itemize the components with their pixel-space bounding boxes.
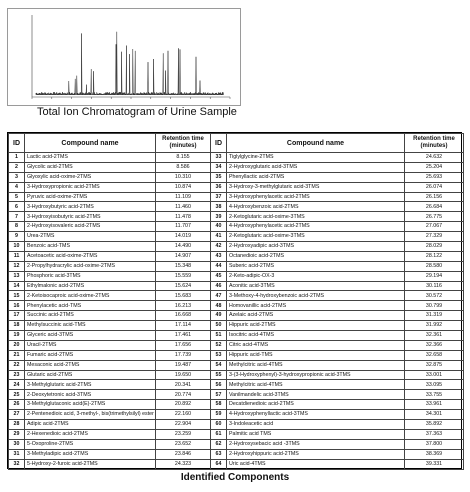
cell-id: 11 [9, 251, 25, 261]
cell-id: 10 [9, 242, 25, 252]
cell-compound-name: 4-Hydroxybenzoic acid-2TMS [227, 202, 405, 212]
cell-retention-time: 10.874 [156, 182, 211, 192]
table-row [9, 449, 464, 459]
cell-compound-name: Decatdienedioic acid-2TMS [227, 400, 405, 410]
cell-id: 34 [211, 162, 227, 172]
cell-compound-name: Ethylmalonic acid-2TMS [25, 281, 156, 291]
cell-retention-time: 19.650 [156, 370, 211, 380]
header-id-right: ID [211, 134, 227, 153]
cell-compound-name: Glyoxylic acid-oxime-2TMS [25, 172, 156, 182]
cell-compound-name: Glutaric acid-2TMS [25, 370, 156, 380]
cell-id: 46 [211, 281, 227, 291]
cell-id: 60 [211, 420, 227, 430]
cell-id: 12 [9, 261, 25, 271]
cell-id: 22 [9, 360, 25, 370]
cell-compound-name: Isocitric acid-4TMS [227, 331, 405, 341]
cell-retention-time: 33.961 [405, 400, 464, 410]
cell-compound-name: 2-Hydroxyisovaleric acid-2TMS [25, 222, 156, 232]
table-row [9, 301, 464, 311]
cell-id: 50 [211, 321, 227, 331]
table-row [9, 212, 464, 222]
cell-retention-time: 31.992 [405, 321, 464, 331]
cell-retention-time: 15.624 [156, 281, 211, 291]
header-retention-time-right [405, 134, 464, 153]
table-row [9, 400, 464, 410]
cell-compound-name: 2-Hydroxysebacic acid -3TMS [227, 439, 405, 449]
cell-id: 7 [9, 212, 25, 222]
cell-retention-time: 37.800 [405, 439, 464, 449]
cell-retention-time: 26.074 [405, 182, 464, 192]
cell-retention-time: 14.019 [156, 232, 211, 242]
header-compound-right: Compound name [227, 134, 405, 153]
cell-id: 38 [211, 202, 227, 212]
cell-id: 32 [9, 459, 25, 469]
cell-compound-name: Homovanillic acid-2TMS [227, 301, 405, 311]
cell-id: 3 [9, 172, 25, 182]
cell-id: 6 [9, 202, 25, 212]
cell-id: 58 [211, 400, 227, 410]
cell-retention-time: 34.301 [405, 410, 464, 420]
cell-retention-time: 23.652 [156, 439, 211, 449]
cell-compound-name: Phenylacetic acid-TMS [25, 301, 156, 311]
cell-retention-time: 31.319 [405, 311, 464, 321]
header-rt-line1-right: Retention time [413, 136, 455, 142]
cell-id: 39 [211, 212, 227, 222]
cell-retention-time: 25.693 [405, 172, 464, 182]
table-row [9, 162, 464, 172]
cell-compound-name: 2-Hydroxyhippuric acid-2TMS [227, 449, 405, 459]
cell-id: 24 [9, 380, 25, 390]
header-retention-time [156, 134, 211, 153]
cell-id: 33 [211, 153, 227, 163]
table-row [9, 271, 464, 281]
cell-retention-time: 32.875 [405, 360, 464, 370]
cell-id: 5 [9, 192, 25, 202]
cell-retention-time: 22.904 [156, 420, 211, 430]
cell-id: 63 [211, 449, 227, 459]
cell-id: 53 [211, 350, 227, 360]
table-row [9, 222, 464, 232]
cell-id: 9 [9, 232, 25, 242]
cell-id: 54 [211, 360, 227, 370]
table-row [9, 429, 464, 439]
cell-retention-time: 30.799 [405, 301, 464, 311]
table-row [9, 459, 464, 469]
table-row [9, 172, 464, 182]
cell-compound-name: Mesaconic acid-2TMS [25, 360, 156, 370]
cell-compound-name: Palmitic acid TMS [227, 429, 405, 439]
cell-compound-name: Octanedioic acid-2TMS [227, 251, 405, 261]
cell-compound-name: Vanilmandelic acid-3TMS [227, 390, 405, 400]
cell-compound-name: 2-Ketoglutaric acid-oxime-3TMS [227, 212, 405, 222]
cell-compound-name: 2-Hexenedioic acid-2TMS [25, 429, 156, 439]
cell-retention-time: 11.460 [156, 202, 211, 212]
cell-retention-time: 23.259 [156, 429, 211, 439]
cell-retention-time: 26.156 [405, 192, 464, 202]
cell-id: 36 [211, 182, 227, 192]
cell-id: 25 [9, 390, 25, 400]
cell-id: 62 [211, 439, 227, 449]
table-row [9, 202, 464, 212]
cell-retention-time: 33.755 [405, 390, 464, 400]
cell-id: 30 [9, 439, 25, 449]
cell-retention-time: 17.114 [156, 321, 211, 331]
cell-retention-time: 37.363 [405, 429, 464, 439]
cell-compound-name: Lactic acid-2TMS [25, 153, 156, 163]
cell-compound-name: 4-Hydroxyphenyllactic acid-3TMS [227, 410, 405, 420]
table-row [9, 261, 464, 271]
cell-compound-name: Uric acid-4TMS [227, 459, 405, 469]
cell-id: 4 [9, 182, 25, 192]
cell-compound-name: Urea-2TMS [25, 232, 156, 242]
table-row [9, 410, 464, 420]
cell-retention-time: 8.586 [156, 162, 211, 172]
compounds-table-wrapper [7, 132, 462, 469]
cell-id: 37 [211, 192, 227, 202]
cell-compound-name: 4-Hydroxyphenylacetic acid-2TMS [227, 222, 405, 232]
cell-id: 42 [211, 242, 227, 252]
cell-id: 59 [211, 410, 227, 420]
cell-compound-name: 2-Pentenedioic acid, 3-methyl-, bis(trimethylsilyl) ester [25, 410, 156, 420]
cell-compound-name: Pyruvic acid-oxime-2TMS [25, 192, 156, 202]
cell-retention-time: 24.323 [156, 459, 211, 469]
cell-retention-time: 15.348 [156, 261, 211, 271]
compounds-table [8, 133, 464, 470]
cell-retention-time: 11.478 [156, 212, 211, 222]
header-rt-line2: (minutes) [169, 143, 197, 149]
cell-retention-time: 26.775 [405, 212, 464, 222]
table-row [9, 311, 464, 321]
cell-compound-name: Phenyllactic acid-2TMS [227, 172, 405, 182]
cell-retention-time: 33.095 [405, 380, 464, 390]
cell-retention-time: 10.310 [156, 172, 211, 182]
header-rt-line2-right: (minutes) [420, 143, 448, 149]
cell-retention-time: 14.907 [156, 251, 211, 261]
cell-retention-time: 8.155 [156, 153, 211, 163]
table-row [9, 360, 464, 370]
cell-compound-name: Aconitic acid-3TMS [227, 281, 405, 291]
cell-id: 55 [211, 370, 227, 380]
cell-retention-time: 30.572 [405, 291, 464, 301]
header-compound: Compound name [25, 134, 156, 153]
cell-compound-name: 3-Methylglutaconic acid(E)-2TMS [25, 400, 156, 410]
cell-id: 21 [9, 350, 25, 360]
cell-compound-name: 3-Hydroxyphenylacetic acid-2TMS [227, 192, 405, 202]
table-row [9, 242, 464, 252]
table-row [9, 370, 464, 380]
cell-compound-name: Methylsuccinic acid-TMS [25, 321, 156, 331]
cell-id: 49 [211, 311, 227, 321]
cell-id: 61 [211, 429, 227, 439]
cell-id: 45 [211, 271, 227, 281]
table-row [9, 340, 464, 350]
table-row [9, 153, 464, 163]
cell-id: 64 [211, 459, 227, 469]
cell-id: 17 [9, 311, 25, 321]
cell-id: 31 [9, 449, 25, 459]
cell-retention-time: 17.739 [156, 350, 211, 360]
cell-retention-time: 39.331 [405, 459, 464, 469]
cell-id: 48 [211, 301, 227, 311]
cell-retention-time: 15.683 [156, 291, 211, 301]
cell-retention-time: 16.213 [156, 301, 211, 311]
cell-retention-time: 28.580 [405, 261, 464, 271]
cell-retention-time: 38.369 [405, 449, 464, 459]
cell-compound-name: Suberic acid-2TMS [227, 261, 405, 271]
cell-compound-name: 5-Oxoproline-2TMS [25, 439, 156, 449]
cell-compound-name: Acetoacetic acid-oxime-2TMS [25, 251, 156, 261]
cell-retention-time: 16.668 [156, 311, 211, 321]
cell-retention-time: 22.160 [156, 410, 211, 420]
chromatogram-plot [8, 9, 240, 105]
cell-id: 2 [9, 162, 25, 172]
cell-compound-name: 3-Hydroxybutyric acid-2TMS [25, 202, 156, 212]
cell-retention-time: 32.366 [405, 340, 464, 350]
cell-retention-time: 28.029 [405, 242, 464, 252]
cell-id: 35 [211, 172, 227, 182]
cell-id: 14 [9, 281, 25, 291]
cell-retention-time: 20.341 [156, 380, 211, 390]
cell-id: 29 [9, 429, 25, 439]
cell-retention-time: 32.658 [405, 350, 464, 360]
cell-compound-name: 3-Methyladipic acid-2TMS [25, 449, 156, 459]
cell-compound-name: 3-Hydroxypropionic acid-2TMS [25, 182, 156, 192]
cell-compound-name: 3-Methylglutaric acid-2TMS [25, 380, 156, 390]
cell-compound-name: Hippuric acid-TMS [227, 350, 405, 360]
table-header-row [9, 134, 464, 153]
cell-id: 44 [211, 261, 227, 271]
cell-retention-time: 20.774 [156, 390, 211, 400]
cell-retention-time: 33.001 [405, 370, 464, 380]
cell-compound-name: 3-(3-Hydroxyphenyl)-3-hydroxypropionic acid-3TMS [227, 370, 405, 380]
cell-id: 19 [9, 331, 25, 341]
cell-compound-name: 2-Propylhydracrylic acid-oxime-2TMS [25, 261, 156, 271]
header-id: ID [9, 134, 25, 153]
table-row [9, 350, 464, 360]
cell-retention-time: 32.361 [405, 331, 464, 341]
cell-compound-name: 2-Ketoisocaproic acid-oxime-2TMS [25, 291, 156, 301]
table-row [9, 281, 464, 291]
chromatogram-figure [7, 8, 241, 106]
cell-compound-name: 5-Hydroxy-2-furoic acid-2TMS [25, 459, 156, 469]
cell-id: 20 [9, 340, 25, 350]
cell-compound-name: Tiglylglycine-2TMS [227, 153, 405, 163]
cell-compound-name: 3-Hydroxy-3-methylglutaric acid-3TMS [227, 182, 405, 192]
cell-id: 23 [9, 370, 25, 380]
cell-id: 52 [211, 340, 227, 350]
cell-compound-name: 2-Deoxytetronic acid-3TMS [25, 390, 156, 400]
cell-compound-name: Fumaric acid-2TMS [25, 350, 156, 360]
cell-compound-name: Methylcitric acid-4TMS [227, 380, 405, 390]
cell-id: 43 [211, 251, 227, 261]
table-row [9, 390, 464, 400]
chromatogram-caption: Total Ion Chromatogram of Urine Sample [37, 106, 237, 118]
table-row [9, 439, 464, 449]
table-row [9, 232, 464, 242]
cell-retention-time: 28.122 [405, 251, 464, 261]
cell-retention-time: 20.892 [156, 400, 211, 410]
table-row [9, 251, 464, 261]
table-caption: Identified Components [180, 472, 290, 483]
cell-id: 47 [211, 291, 227, 301]
table-row [9, 321, 464, 331]
cell-retention-time: 14.490 [156, 242, 211, 252]
cell-retention-time: 23.846 [156, 449, 211, 459]
cell-compound-name: 2-Hydroxyglutaric acid-3TMS [227, 162, 405, 172]
cell-id: 41 [211, 232, 227, 242]
cell-id: 1 [9, 153, 25, 163]
cell-retention-time: 17.461 [156, 331, 211, 341]
cell-compound-name: Adipic acid-2TMS [25, 420, 156, 430]
cell-id: 56 [211, 380, 227, 390]
table-row [9, 291, 464, 301]
cell-retention-time: 27.067 [405, 222, 464, 232]
table-row [9, 380, 464, 390]
chromatogram-trace [36, 32, 224, 95]
cell-id: 27 [9, 410, 25, 420]
table-row [9, 420, 464, 430]
cell-retention-time: 11.707 [156, 222, 211, 232]
cell-compound-name: Phosphoric acid-3TMS [25, 271, 156, 281]
cell-compound-name: 2-Ketoglutaric acid-oxime-3TMS [227, 232, 405, 242]
cell-retention-time: 24.632 [405, 153, 464, 163]
cell-retention-time: 11.109 [156, 192, 211, 202]
cell-compound-name: Azelaic acid-2TMS [227, 311, 405, 321]
table-row [9, 182, 464, 192]
cell-retention-time: 19.487 [156, 360, 211, 370]
cell-retention-time: 27.329 [405, 232, 464, 242]
cell-compound-name: Glycolic acid-2TMS [25, 162, 156, 172]
cell-compound-name: Citric acid-4TMS [227, 340, 405, 350]
cell-retention-time: 25.204 [405, 162, 464, 172]
cell-id: 16 [9, 301, 25, 311]
cell-id: 28 [9, 420, 25, 430]
cell-id: 26 [9, 400, 25, 410]
cell-compound-name: Uracil-2TMS [25, 340, 156, 350]
cell-compound-name: 2-Hydroxyadipic acid-3TMS [227, 242, 405, 252]
cell-compound-name: Succinic acid-2TMS [25, 311, 156, 321]
cell-compound-name: 3-Indoleacetic acid [227, 420, 405, 430]
cell-retention-time: 15.559 [156, 271, 211, 281]
cell-compound-name: Hippuric acid-2TMS [227, 321, 405, 331]
header-rt-line1: Retention time [162, 136, 204, 142]
cell-compound-name: 3-Methoxy-4-hydroxybenzoic acid-2TMS [227, 291, 405, 301]
cell-id: 57 [211, 390, 227, 400]
cell-id: 13 [9, 271, 25, 281]
cell-retention-time: 17.656 [156, 340, 211, 350]
cell-compound-name: Glyceric acid-3TMS [25, 331, 156, 341]
cell-compound-name: Benzoic acid-TMS [25, 242, 156, 252]
cell-id: 40 [211, 222, 227, 232]
table-row [9, 331, 464, 341]
cell-compound-name: Methylcitric acid-4TMS [227, 360, 405, 370]
cell-id: 8 [9, 222, 25, 232]
cell-compound-name: 2-Keto-adipic-OX-3 [227, 271, 405, 281]
cell-retention-time: 35.892 [405, 420, 464, 430]
cell-retention-time: 29.194 [405, 271, 464, 281]
cell-compound-name: 3-Hydroxyisobutyric acid-2TMS [25, 212, 156, 222]
cell-retention-time: 30.116 [405, 281, 464, 291]
cell-id: 51 [211, 331, 227, 341]
table-row [9, 192, 464, 202]
cell-id: 15 [9, 291, 25, 301]
cell-retention-time: 26.684 [405, 202, 464, 212]
cell-id: 18 [9, 321, 25, 331]
